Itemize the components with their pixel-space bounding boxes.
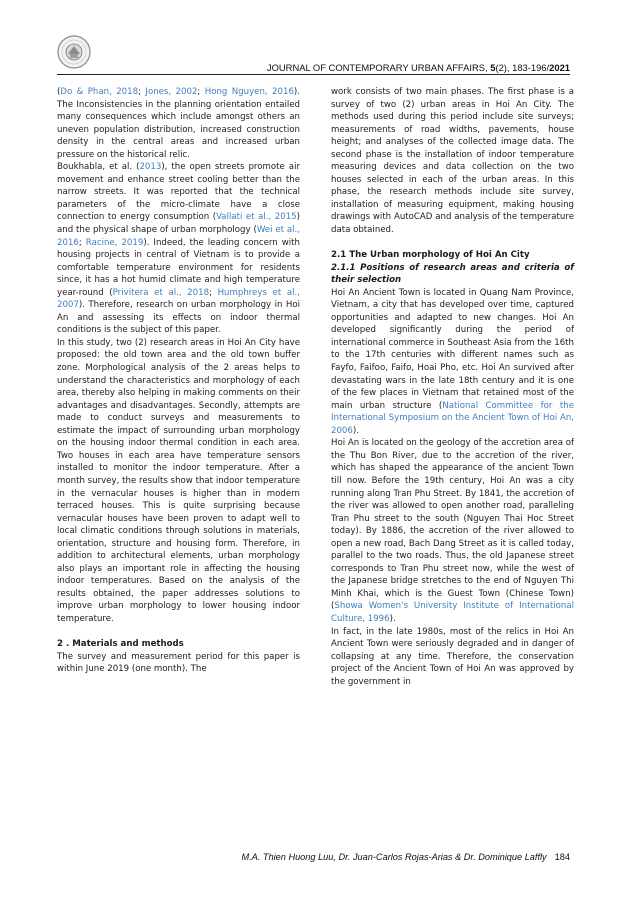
section-heading: 2.1 The Urban morphology of Hoi An City	[331, 250, 530, 261]
citation-link[interactable]: Jones, 2002	[145, 87, 198, 97]
journal-header	[250, 62, 570, 73]
spacer	[331, 237, 574, 250]
subsection-heading: 2.1.1 Positions of research areas and criteria of their selection	[331, 262, 574, 286]
citation-link[interactable]: Privitera et al., 2018	[112, 287, 210, 298]
journal-name: JOURNAL OF CONTEMPORARY URBAN AFFAIRS,	[266, 62, 488, 73]
paragraph: In fact, in the late 1980s, most of the relics in Hoi An Ancient Town were seriously degraded and in danger of collapsing at any time. Therefore, the conservation project of the Ancient Town of Hoi An was approved by the government in	[331, 626, 574, 687]
journal-volume: 5	[490, 62, 496, 73]
journal-year: 2021	[549, 62, 570, 73]
citation-link[interactable]: Vallati et al., 2015	[216, 212, 297, 223]
paragraph: Boukhabla, et al. (2013), the open streets promote air movement and enhance street cooling better than the narrow streets. It was reported that the technical parameters of the micro-climate have a close connection to energy consumption (Vallati et al., 2015) and the physical shape of urban morphology (Wei et al., 2016; Racine, 2019). Indeed, the leading concern with housing projects in central of Vietnam is to provide a comfortable temperature environment for residents since, it has a hot humid climate and high temperature year-round (Privitera et al., 2018; Humphreys et al., 2007). Therefore, research on urban morphology in Hoi An and assessing its effects on indoor thermal conditions is the subject of this paper.	[57, 162, 300, 336]
footer-authors: M.A. Thien Huong Luu, Dr. Juan-Carlos Rojas-Arias & Dr. Dominique Laffly	[241, 852, 547, 862]
paragraph: work consists of two main phases. The first phase is a survey of two (2) urban areas in Hoi An City. The methods used during this period include site surveys; measurements of road widths, pavements, house height; and analyses of the collected image data. The second phase is the installation of indoor temperature measuring devices and data collection on the two houses selected in each of the urban areas. In this phase, the research methods include site survey, installation of measuring equipment, making housing drawings with AutoCAD and analysis of the temperature data obtained.	[331, 87, 574, 236]
paragraph: The survey and measurement period for this paper is within June 2019 (one month). The	[57, 651, 300, 675]
paragraph: In this study, two (2) research areas in Hoi An City have proposed: the old town area and the old town buffer zone. Morphological analysis of the 2 areas helps to understand the characteristics and morphology of each area, thereby also helping in making comments on their advantages and disadvantages. Secondly, attempts are made to conduct surveys and measurements to estimate the impact of surrounding urban morphology on the housing indoor thermal condition in each area. Two houses in each area have temperature sensors installed to monitor the indoor temperature. After a month survey, the results show that indoor temperature in the vernacular houses is higher than in modern terraced houses. This is quite surprising because vernacular houses have been proven to adapt well to local climatic conditions through solutions in materials, orientation, structure and housing form. Therefore, in addition to architectural elements, urban morphology also plays an important role in affecting the housing indoor temperatures. Based on the analysis of the results obtained, the paper addresses solutions to improve urban morphology to lower housing indoor temperature.	[57, 337, 300, 624]
paragraph: Hoi An is located on the geology of the accretion area of the Thu Bon River, due to the accretion of the river, which has shaped the appearance of the ancient Town till now. Before the 19th century, Hoi An was a city running along Tran Phu Street. By 1841, the accretion of the river was allowed to open another road, paralleling Tran Phu street to the south (Nguyen Thai Hoc Street today). By 1886, the accretion of the river allowed to open a new road, Bach Dang Street as it is called today, parallel to the two roads. Thus, the old Japanese street corresponds to Tran Phu street now, while the west of the Japanese bridge stretches to the end of Nguyen Thi Minh Khai, which is the Guest Town (Chinese Town) (Showa Women's University Institute of International Culture, 1996).	[331, 438, 574, 624]
paragraph: Hoi An Ancient Town is located in Quang Nam Province, Vietnam, a city that has developed over time, captured opportunities and adapted to new changes. Hoi An developed significantly during the period of international commerce in Southeast Asia from the 16th to the 17th centuries with different names such as Fayfo, Faifoo, Faifo, Hoai Pho, etc. Hoi An survived after devastating wars in the late 18th century and it is one of the few places in Vietnam that retained most of the main urban structure (National Committee for the International Symposium on the Ancient Town of Hoi An, 2006).	[331, 287, 574, 436]
page-number: 184	[554, 852, 570, 862]
citation-link[interactable]: 2013	[139, 162, 162, 173]
section-heading: 2 . Materials and methods	[57, 639, 184, 650]
right-column	[331, 86, 574, 688]
citation-link[interactable]: National Committee for the International Symposium on the Ancient Town of Hoi An, 2006	[331, 400, 574, 436]
page-footer	[200, 852, 570, 862]
citation-link[interactable]: Showa Women's University Institute of International Culture, 1996	[331, 601, 574, 624]
paragraph: (Do & Phan, 2018; Jones, 2002; Hong Nguyen, 2016). The Inconsistencies in the planning orientation entailed many consequences which include amongst others an uneven population distribution, increased construction density in the central areas and increased urban pressure on the historical relic.	[57, 87, 301, 160]
journal-issue-pages: (2), 183-196/	[495, 62, 550, 73]
journal-seal-logo	[57, 35, 91, 69]
citation-link[interactable]: Wei et al., 2016	[57, 225, 300, 248]
citation-link[interactable]: Do & Phan, 2018	[60, 87, 139, 97]
spacer	[57, 626, 300, 639]
left-column	[57, 86, 300, 676]
citation-link[interactable]: Hong Nguyen, 2016	[204, 87, 294, 97]
header-divider	[57, 74, 570, 75]
citation-link[interactable]: Humphreys et al., 2007	[57, 287, 300, 311]
citation-link[interactable]: Racine, 2019	[85, 237, 144, 248]
